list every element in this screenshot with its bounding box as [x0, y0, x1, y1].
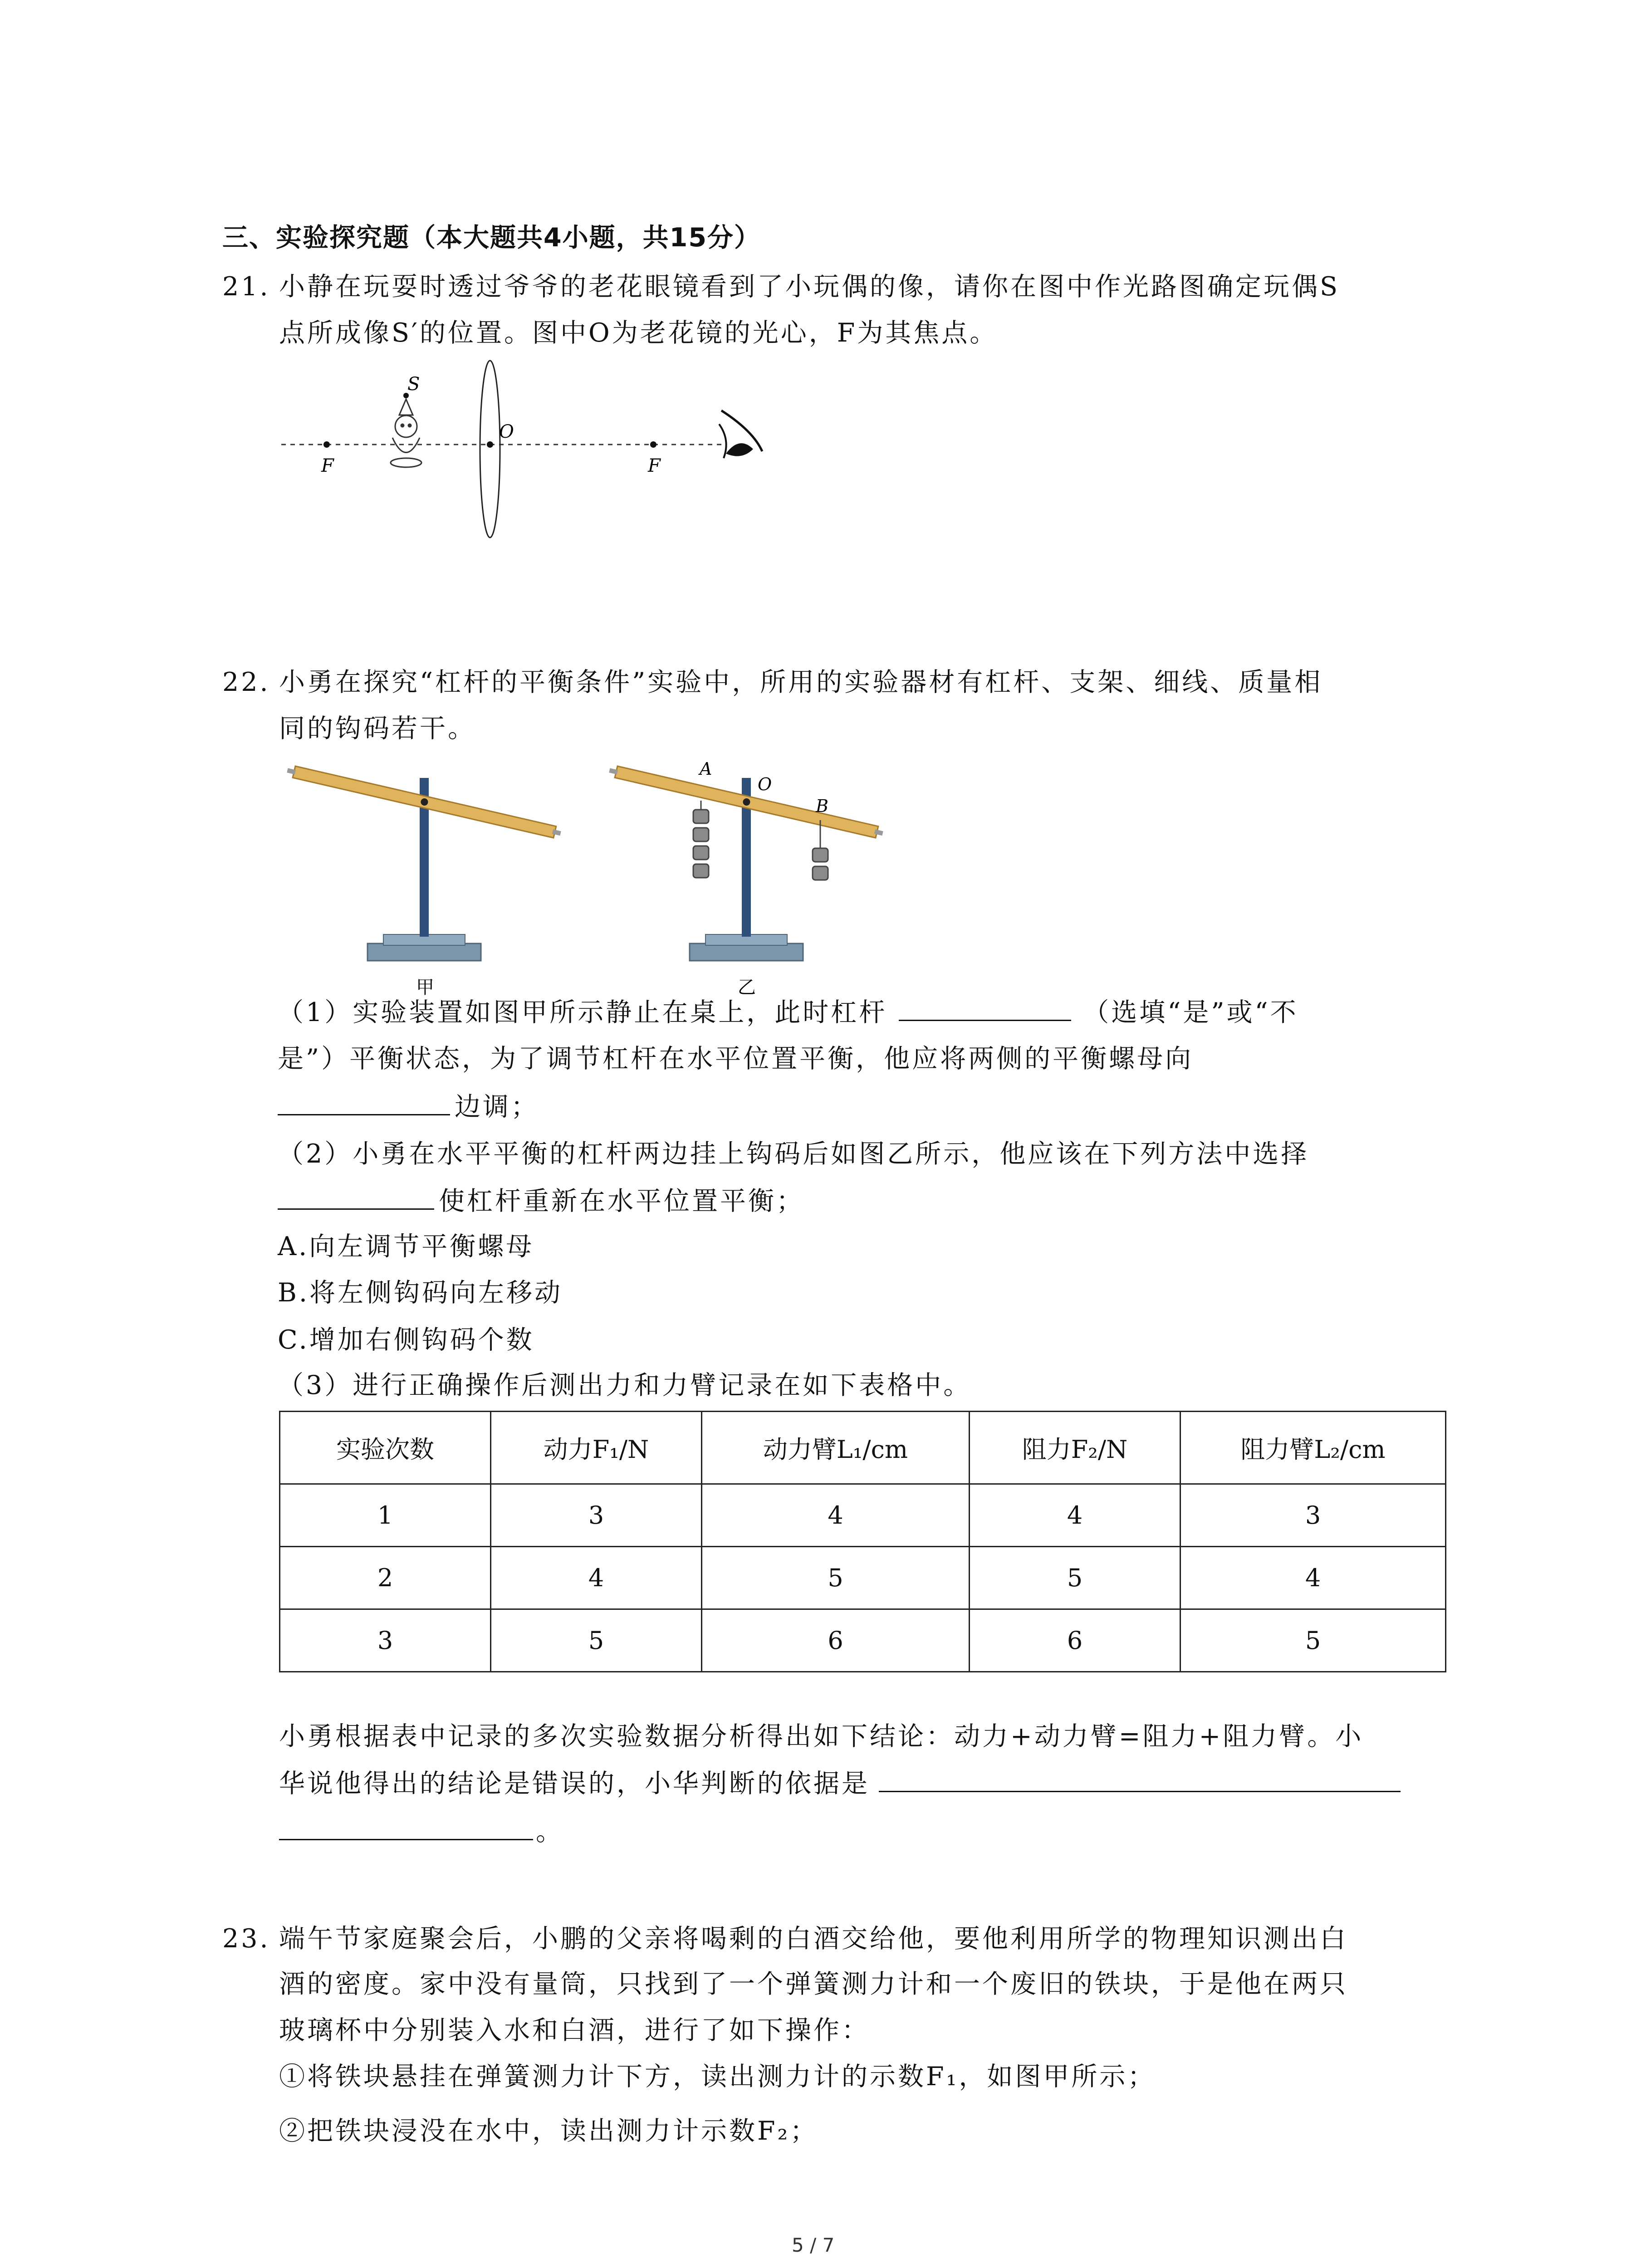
label-o-yi: O — [758, 774, 772, 794]
lever-figure-jia — [281, 753, 576, 1007]
table-cell: 1 — [280, 1484, 491, 1547]
table-cell: 4 — [970, 1484, 1181, 1547]
eye-icon — [719, 411, 762, 458]
caption-yi: 乙 — [738, 977, 756, 998]
hooked-weights-right — [813, 820, 828, 880]
caption-jia: 甲 — [416, 977, 434, 998]
q22-part1-text-a: （1）实验装置如图甲所示静止在桌上，此时杠杆 — [278, 997, 887, 1027]
q21-lens-figure — [272, 376, 794, 540]
focal-point-right — [650, 441, 656, 448]
q21-number: 21. — [222, 272, 270, 302]
q22-conclusion-line1: 小勇根据表中记录的多次实验数据分析得出如下结论：动力+动力臂=阻力+阻力臂。小 — [279, 1721, 1364, 1751]
focal-point-left — [323, 441, 330, 448]
answer-blank-3[interactable] — [278, 1186, 434, 1210]
label-o: O — [499, 421, 514, 442]
table-cell: 5 — [1181, 1609, 1446, 1672]
q23-text-line1: 端午节家庭聚会后，小鹏的父亲将喝剩的白酒交给他，要他利用所学的物理知识测出白 — [279, 1924, 1348, 1954]
convex-lens-icon — [480, 361, 500, 538]
q22-text-line1: 小勇在探究“杠杆的平衡条件”实验中，所用的实验器材有杠杆、支架、细线、质量相 — [279, 667, 1323, 697]
q21-text-line2: 点所成像S′的位置。图中O为老花镜的光心，F为其焦点。 — [279, 318, 998, 348]
hooked-weights-left — [693, 801, 709, 878]
q22-number: 22. — [222, 667, 270, 697]
q23-text-line3: 玻璃杯中分别装入水和白酒，进行了如下操作： — [279, 2015, 870, 2045]
q22-part3-text: （3）进行正确操作后测出力和力臂记录在如下表格中。 — [278, 1370, 972, 1400]
table-row — [280, 1547, 1446, 1609]
table-cell: 6 — [970, 1609, 1181, 1672]
label-s: S — [407, 374, 420, 395]
q22-part1-text-c: 是”）平衡状态，为了调节杠杆在水平位置平衡，他应将两侧的平衡螺母向 — [278, 1044, 1194, 1074]
option-c[interactable]: C.增加右侧钩码个数 — [278, 1325, 534, 1355]
label-a: A — [700, 759, 712, 779]
q22-part1-line1 — [278, 996, 1298, 1029]
q23-step1: ①将铁块悬挂在弹簧测力计下方，读出测力计的示数F₁，如图甲所示； — [279, 2062, 1156, 2092]
q22-conclusion-text: 华说他得出的结论是错误的，小华判断的依据是 — [279, 1769, 870, 1799]
q22-part2-text-a: （2）小勇在水平平衡的杠杆两边挂上钩码后如图乙所示，他应该在下列方法中选择 — [278, 1139, 1309, 1169]
page-number: 5 / 7 — [792, 2234, 835, 2256]
table-cell: 5 — [702, 1547, 970, 1609]
table-header-cell: 阻力F₂/N — [970, 1412, 1181, 1484]
table-header-cell: 动力F₁/N — [491, 1412, 702, 1484]
q22-conclusion-line2 — [279, 1767, 1401, 1800]
table-cell: 3 — [1181, 1484, 1446, 1547]
q22-part2-line2 — [278, 1185, 804, 1217]
answer-blank-5[interactable] — [279, 1816, 533, 1840]
table-cell: 2 — [280, 1547, 491, 1609]
q23-text-line2: 酒的密度。家中没有量筒，只找到了一个弹簧测力计和一个废旧的铁块，于是他在两只 — [279, 1969, 1348, 1999]
q21-text-line1: 小静在玩耍时透过爷爷的老花眼镜看到了小玩偶的像，请你在图中作光路图确定玩偶S — [279, 272, 1340, 302]
table-cell: 5 — [970, 1547, 1181, 1609]
label-f-right: F — [648, 455, 661, 476]
label-b: B — [816, 796, 828, 816]
table-header-cell: 动力臂L₁/cm — [702, 1412, 970, 1484]
q23-step2: ②把铁块浸没在水中，读出测力计示数F₂； — [279, 2116, 818, 2146]
q22-part1-line3 — [278, 1090, 539, 1123]
table-header-row — [280, 1412, 1446, 1484]
q22-conclusion-end: 。 — [536, 1817, 564, 1847]
table-row — [280, 1484, 1446, 1547]
table-cell: 4 — [702, 1484, 970, 1547]
table-header-cell: 实验次数 — [280, 1412, 491, 1484]
doll-icon — [391, 399, 421, 467]
q23-number: 23. — [222, 1924, 270, 1954]
table-cell: 3 — [280, 1609, 491, 1672]
q22-part1-text-d: 边调； — [455, 1092, 539, 1122]
table-cell: 3 — [491, 1484, 702, 1547]
q22-part2-text-b: 使杠杆重新在水平位置平衡； — [439, 1186, 804, 1216]
label-f-left: F — [321, 455, 334, 476]
table-cell: 6 — [702, 1609, 970, 1672]
optical-center — [487, 441, 493, 448]
table-header-cell: 阻力臂L₂/cm — [1181, 1412, 1446, 1484]
answer-blank-1[interactable] — [899, 997, 1071, 1021]
section-title: 三、实验探究题（本大题共4小题，共15分） — [222, 223, 761, 253]
table-row — [280, 1609, 1446, 1672]
table-cell: 4 — [1181, 1547, 1446, 1609]
option-b[interactable]: B.将左侧钩码向左移动 — [278, 1278, 563, 1308]
q22-text-line2: 同的钩码若干。 — [279, 714, 476, 743]
q22-conclusion-line3 — [279, 1815, 564, 1848]
table-cell: 5 — [491, 1609, 702, 1672]
lever-figure-yi — [603, 753, 898, 1007]
answer-blank-4[interactable] — [879, 1768, 1401, 1792]
option-a[interactable]: A.向左调节平衡螺母 — [278, 1232, 534, 1261]
table-cell: 4 — [491, 1547, 702, 1609]
data-table — [279, 1411, 1446, 1672]
q22-part1-text-b: （选填“是”或“不 — [1083, 997, 1298, 1027]
answer-blank-2[interactable] — [278, 1091, 450, 1115]
